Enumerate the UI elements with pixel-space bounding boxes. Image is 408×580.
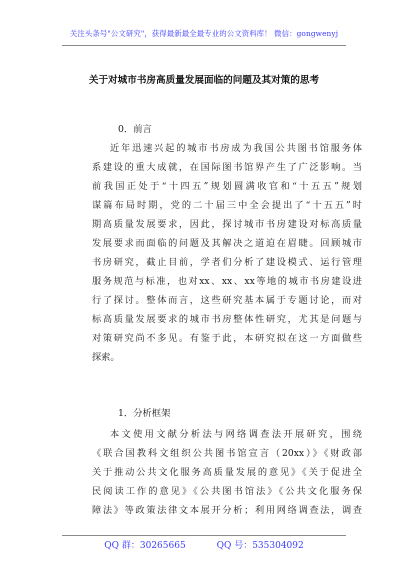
paragraph-line: 本文使用文献分析法与网络调查法开展研究，围绕 [110, 429, 362, 440]
header-banner: 关注头条号"公文研究"，获得最新最全最专业的公文资料库！ 微信：gongwenyj [69, 29, 339, 38]
paragraph-line: 近年迅速兴起的城市书房成为我国公共图书馆服务体 [110, 143, 362, 154]
footer-contact [0, 538, 408, 551]
paragraph-line: 障法》等政策法律文本展开分析；利用网络调查法，调查 [92, 505, 362, 516]
paragraph-line: 服务规范与标准，也对xx、xx、xx等地的城市书房建设进 [92, 276, 362, 287]
section-heading-framework: 1．分析框架 [118, 408, 171, 419]
footer-divider [62, 535, 346, 536]
paragraph-line: 谋篇布局时期，党的二十届三中全会提出了“十五五”时 [92, 200, 362, 211]
paragraph-framework [92, 425, 362, 520]
section-heading-preface: 0．前言 [118, 124, 152, 135]
paragraph-line: 期高质量发展要求，因此，探讨城市书房建设对标高质量 [92, 219, 362, 230]
paragraph-line: 发展要求而面临的问题及其解决之道迫在眉睫。回顾城市 [92, 238, 362, 249]
paragraph-line: 探索。 [92, 352, 120, 363]
footer-qq-number: QQ 号：535304092 [216, 541, 304, 551]
paragraph-line: 书房研究，截止目前，学者们分析了建设模式、运行管理 [92, 257, 362, 268]
footer-qq-group: QQ 群：30265665 [104, 541, 186, 551]
paragraph-line: 对策研究尚不多见。有鉴于此，本研究拟在这一方面做些 [92, 333, 362, 344]
paragraph-line: 行了探讨。整体而言，这些研究基本属于专题讨论，而对 [92, 295, 362, 306]
paragraph-line: 系建设的重大成就，在国际图书馆界产生了广泛影响。当 [92, 162, 362, 173]
paragraph-line: 标高质量发展要求的城市书房整体性研究，尤其是问题与 [92, 314, 362, 325]
paragraph-line: 民阅读工作的意见》《公共图书馆法》《公共文化服务保 [92, 486, 362, 497]
paragraph-line: 前我国正处于“十四五”规划圆满收官和“十五五”规划 [92, 181, 362, 192]
document-title: 关于对城市书房高质量发展面临的问题及其对策的思考 [88, 75, 320, 86]
paragraph-line: 关于推动公共文化服务高质量发展的意见》《关于促进全 [92, 467, 362, 478]
header-divider [62, 45, 346, 46]
paragraph-preface [92, 139, 362, 367]
paragraph-line: 《联合国教科文组织公共图书馆宣言（20xx）》《财政部 [92, 448, 362, 459]
